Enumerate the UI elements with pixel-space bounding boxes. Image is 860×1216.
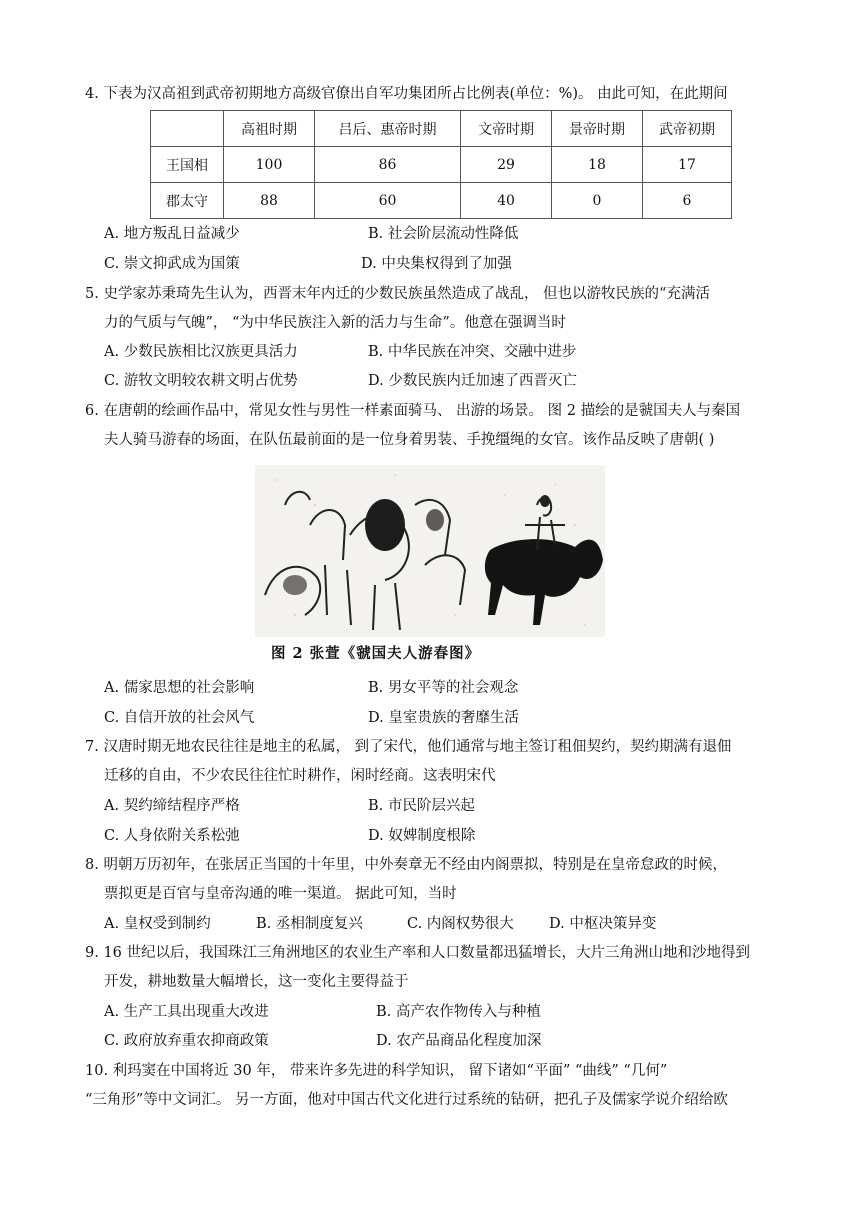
q5-option-c[interactable]: C. 游牧文明较农耕文明占优势 (104, 373, 298, 389)
table-cell: 29 (461, 147, 552, 183)
q9-option-b[interactable]: B. 高产农作物传入与种植 (376, 1004, 541, 1020)
q10-stem-line1: 10. 利玛窦在中国将近 30 年， 带来许多先进的科学知识， 留下诸如“平面” “曲线” “几何” (85, 1063, 668, 1079)
q5-option-a[interactable]: A. 少数民族相比汉族更具活力 (104, 344, 298, 360)
q5-stem-line1: 5. 史学家苏秉琦先生认为，西晋末年内迁的少数民族虽然造成了战乱， 但也以游牧民族的“充满活 (85, 286, 710, 302)
q8-stem-line1: 8. 明朝万历初年，在张居正当国的十年里，中外奏章无不经由内阁票拟，特别是在皇帝怠政的时候， (85, 857, 727, 873)
q6-option-d[interactable]: D. 皇室贵族的奢靡生活 (368, 710, 519, 726)
q6-option-b[interactable]: B. 男女平等的社会观念 (368, 680, 519, 696)
q4-option-d[interactable]: D. 中央集权得到了加强 (361, 256, 512, 272)
table-cell: 86 (315, 147, 461, 183)
table-row (151, 183, 732, 219)
table-cell: 60 (315, 183, 461, 219)
q6-option-a[interactable]: A. 儒家思想的社会影响 (104, 680, 255, 696)
q6-stem-line1: 6. 在唐朝的绘画作品中，常见女性与男性一样素面骑马、 出游的场景。 图 2 描绘的是虢国夫人与秦国 (85, 403, 741, 419)
table-cell: 6 (643, 183, 732, 219)
q4-option-b[interactable]: B. 社会阶层流动性降低 (368, 226, 519, 242)
q5-option-d[interactable]: D. 少数民族内迁加速了西晋灭亡 (368, 373, 577, 389)
table-cell: 王国相 (151, 147, 224, 183)
table-cell: 18 (552, 147, 643, 183)
painting-image (255, 465, 605, 637)
q4-option-c[interactable]: C. 崇文抑武成为国策 (104, 256, 240, 272)
q8-option-d[interactable]: D. 中枢决策异变 (549, 916, 657, 932)
table-row (151, 147, 732, 183)
q8-option-b[interactable]: B. 丞相制度复兴 (256, 916, 363, 932)
table-header-row (151, 111, 732, 147)
q6-stem-line2: 夫人骑马游春的场面，在队伍最前面的是一位身着男装、手挽缰绳的女官。该作品反映了唐朝( ) (104, 432, 715, 448)
q8-option-a[interactable]: A. 皇权受到制约 (104, 916, 211, 932)
q7-option-a[interactable]: A. 契约缔结程序严格 (104, 798, 240, 814)
table-cell: 17 (643, 147, 732, 183)
painting-figure (255, 465, 605, 637)
table-header-cell: 文帝时期 (461, 111, 552, 147)
q7-stem-line2: 迁移的自由，不少农民往往忙时耕作，闲时经商。这表明宋代 (104, 768, 496, 784)
table-cell: 40 (461, 183, 552, 219)
q5-stem-line2: 力的气质与气魄”， “为中华民族注入新的活力与生命”。他意在强调当时 (104, 315, 566, 331)
table-header-cell: 吕后、惠帝时期 (315, 111, 461, 147)
table-cell: 88 (224, 183, 315, 219)
q7-stem-line1: 7. 汉唐时期无地农民往往是地主的私属， 到了宋代，他们通常与地主签订租佃契约，契约期满有退佃 (85, 739, 732, 755)
q4-stem: 4. 下表为汉高祖到武帝初期地方高级官僚出自军功集团所占比例表(单位：%)。 由此可知，在此期间 (85, 86, 728, 102)
q6-option-c[interactable]: C. 自信开放的社会风气 (104, 710, 255, 726)
table-header-cell (151, 111, 224, 147)
q9-stem-line2: 开发，耕地数量大幅增长，这一变化主要得益于 (104, 974, 409, 990)
table-header-cell: 武帝初期 (643, 111, 732, 147)
table-header-cell: 景帝时期 (552, 111, 643, 147)
q4-option-a[interactable]: A. 地方叛乱日益减少 (104, 226, 240, 242)
q9-stem-line1: 9. 16 世纪以后，我国珠江三角洲地区的农业生产率和人口数量都迅猛增长，大片三角洲山地和沙地得到 (85, 945, 750, 961)
table-header-cell: 高祖时期 (224, 111, 315, 147)
q10-stem-line2: “三角形”等中文词汇。 另一方面，他对中国古代文化进行过系统的钻研，把孔子及儒家学说介绍给欧 (85, 1092, 728, 1108)
figure-caption: 图 2 张萱《虢国夫人游春图》 (271, 645, 481, 662)
q7-option-b[interactable]: B. 市民阶层兴起 (368, 798, 475, 814)
table-cell: 0 (552, 183, 643, 219)
q8-stem-line2: 票拟更是百官与皇帝沟通的唯一渠道。 据此可知，当时 (104, 886, 457, 902)
q5-option-b[interactable]: B. 中华民族在冲突、交融中进步 (368, 344, 577, 360)
q7-option-c[interactable]: C. 人身依附关系松弛 (104, 828, 240, 844)
q9-option-d[interactable]: D. 农产品商品化程度加深 (376, 1033, 542, 1049)
q9-option-a[interactable]: A. 生产工具出现重大改进 (104, 1004, 269, 1020)
table-cell: 郡太守 (151, 183, 224, 219)
q7-option-d[interactable]: D. 奴婢制度根除 (368, 828, 476, 844)
table-cell: 100 (224, 147, 315, 183)
q4-table (150, 110, 732, 219)
q8-option-c[interactable]: C. 内阁权势很大 (407, 916, 514, 932)
q9-option-c[interactable]: C. 政府放弃重农抑商政策 (104, 1033, 269, 1049)
